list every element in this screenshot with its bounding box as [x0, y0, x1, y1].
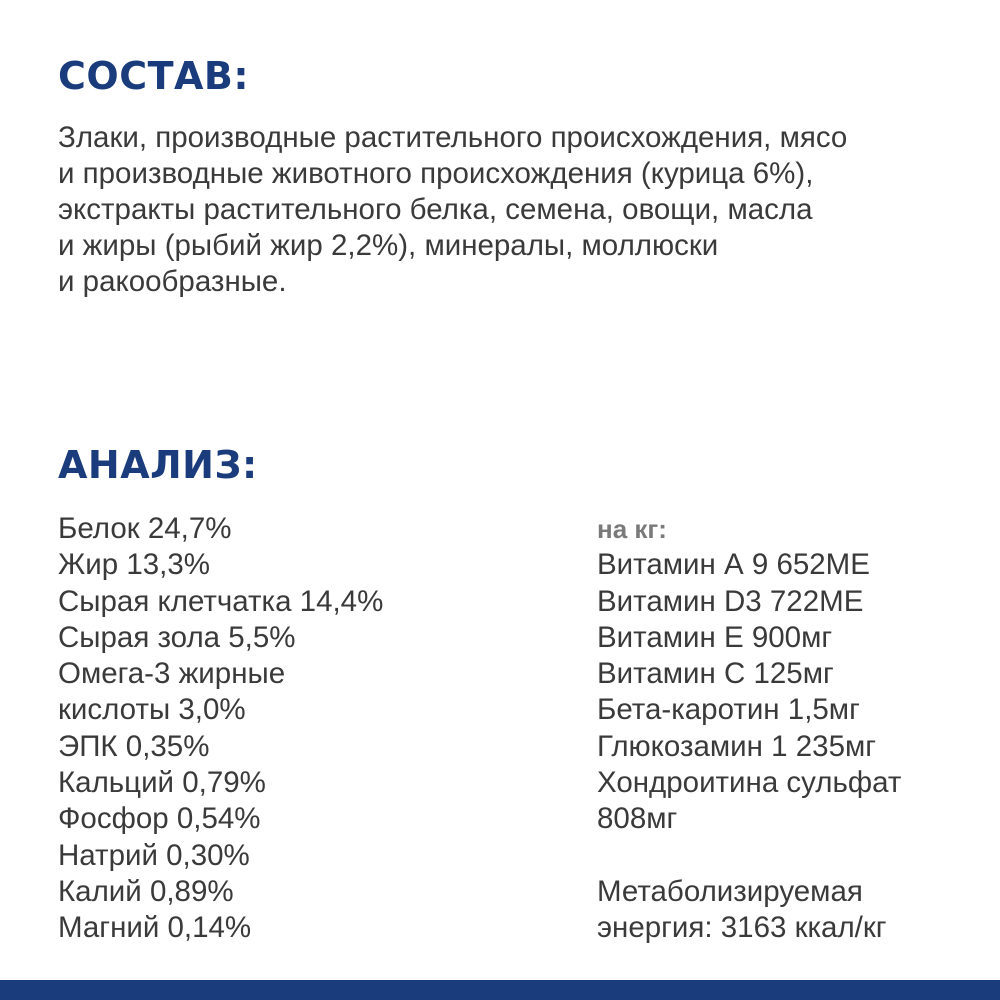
nutrient-item: Фосфор 0,54% [58, 802, 261, 836]
footer-bar [0, 980, 1000, 1000]
nutrient-item: Омега-3 жирные [58, 657, 286, 691]
nutrient-item: Жир 13,3% [58, 548, 210, 582]
vitamin-item: Глюкозамин 1 235мг [597, 729, 877, 763]
vitamin-item: Витамин С 125мг [597, 657, 834, 691]
nutrient-item: Кальций 0,79% [58, 766, 266, 800]
nutrient-item: Сырая клетчатка 14,4% [58, 584, 384, 618]
composition-line: и производные животного происхождения (курица 6%), [58, 157, 814, 190]
nutrient-item: кислоты 3,0% [58, 693, 246, 727]
nutrient-item: Белок 24,7% [58, 512, 232, 545]
composition-line: экстракты растительного белка, семена, овощи, масла [58, 193, 813, 226]
nutrient-item: Калий 0,89% [58, 874, 234, 908]
composition-line: и ракообразные. [58, 265, 287, 298]
vitamin-item: 808мг [597, 802, 678, 836]
vitamin-item: Бета-каротин 1,5мг [597, 693, 860, 727]
vitamin-item: Витамин А 9 652МЕ [597, 548, 870, 582]
analysis-nutrients-list [58, 511, 538, 947]
energy-label: Метаболизируемая [597, 874, 863, 908]
composition-line: и жиры (рыбий жир 2,2%), минералы, моллюски [58, 229, 719, 262]
nutrient-item: Сырая зола 5,5% [58, 620, 296, 654]
nutrient-item: Магний 0,14% [58, 911, 252, 945]
vitamin-item: Витамин D3 722МЕ [597, 584, 864, 618]
nutrient-item: Натрий 0,30% [58, 838, 250, 872]
composition-line: Злаки, производные растительного происхождения, мясо [58, 121, 848, 154]
per-kg-subheading: на кг: [597, 514, 667, 544]
analysis-per-kg-list [597, 511, 997, 947]
vitamin-item: Витамин Е 900мг [597, 620, 833, 654]
energy-value: энергия: 3163 ккал/кг [597, 911, 887, 945]
nutrient-item: ЭПК 0,35% [58, 729, 210, 763]
spacer [597, 838, 997, 874]
vitamin-item: Хондроитина сульфат [597, 766, 902, 800]
composition-heading: СОСТАВ: [58, 54, 250, 98]
composition-text [58, 120, 978, 300]
analysis-heading: АНАЛИЗ: [58, 443, 258, 487]
